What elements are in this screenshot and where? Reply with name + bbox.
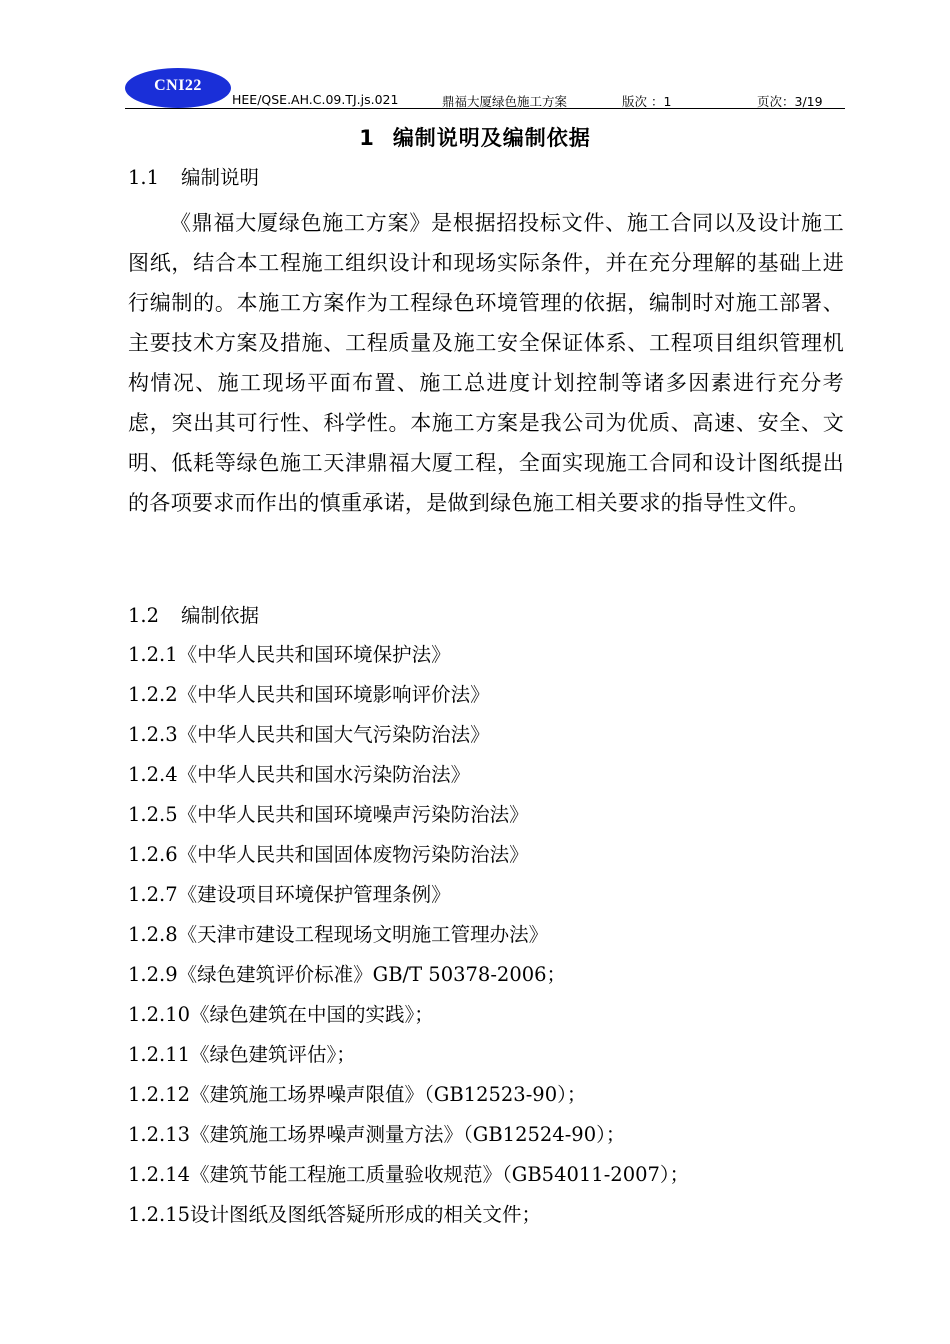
list-item: 1.2.10《绿色建筑在中国的实践》；	[128, 1003, 434, 1026]
list-item: 1.2.6《中华人民共和国固体废物污染防治法》	[128, 843, 529, 866]
list-item: 1.2.4《中华人民共和国水污染防治法》	[128, 763, 471, 786]
basis-list	[128, 642, 689, 1242]
subsection-heading-1-1	[128, 165, 259, 191]
list-item: 1.2.13《建筑施工场界噪声测量方法》（GB12524-90）；	[128, 1123, 626, 1146]
description-paragraph: 《鼎福大厦绿色施工方案》是根据招投标文件、施工合同以及设计施工图纸，结合本工程施工组织设计和现场实际条件，并在充分理解的基础上进行编制的。本施工方案作为工程绿色环境管理的依据，编制时对施工部署、主要技术方案及措施、工程质量及施工安全保证体系、工程项目组织管理机构情况、施工现场平面布置、施工总进度计划控制等诸多因素进行充分考虑，突出其可行性、科学性。本施工方案是我公司为优质、高速、安全、文明、低耗等绿色施工天津鼎福大厦工程，全面实现施工合同和设计图纸提出的各项要求而作出的慎重承诺，是做到绿色施工相关要求的指导性文件。	[128, 211, 844, 515]
list-item: 1.2.7《建设项目环境保护管理条例》	[128, 883, 451, 906]
subsection-title: 编制依据	[181, 604, 260, 627]
list-item: 1.2.5《中华人民共和国环境噪声污染防治法》	[128, 803, 529, 826]
subsection-number: 1.1	[128, 166, 160, 189]
section-number: 1	[359, 126, 375, 150]
list-item: 1.2.1《中华人民共和国环境保护法》	[128, 643, 451, 666]
company-logo	[125, 68, 231, 108]
header-divider	[125, 108, 845, 109]
logo-text: CNI22	[154, 77, 202, 94]
section-title-text: 编制说明及编制依据	[392, 126, 591, 150]
section-heading	[0, 122, 950, 152]
list-item: 1.2.9《绿色建筑评价标准》GB/T 50378-2006；	[128, 963, 567, 986]
subsection-number: 1.2	[128, 604, 160, 627]
list-item: 1.2.8《天津市建设工程现场文明施工管理办法》	[128, 923, 549, 946]
list-item: 1.2.3《中华人民共和国大气污染防治法》	[128, 723, 490, 746]
subsection-heading-1-2	[128, 603, 259, 629]
version-number: 版次 ：1	[622, 94, 672, 109]
subsection-title: 编制说明	[181, 166, 260, 189]
page-number: 页次：3/19	[757, 94, 823, 109]
list-item: 1.2.2《中华人民共和国环境影响评价法》	[128, 683, 490, 706]
list-item: 1.2.14《建筑节能工程施工质量验收规范》（GB54011-2007）；	[128, 1163, 690, 1186]
list-item: 1.2.15设计图纸及图纸答疑所形成的相关文件；	[128, 1203, 542, 1226]
document-code: HEE/QSE.AH.C.09.TJ.js.021	[232, 92, 399, 107]
document-title: 鼎福大厦绿色施工方案	[442, 94, 568, 109]
page-header	[232, 89, 844, 109]
list-item: 1.2.12《建筑施工场界噪声限值》（GB12523-90）；	[128, 1083, 587, 1106]
list-item: 1.2.11《绿色建筑评估》；	[128, 1043, 356, 1066]
